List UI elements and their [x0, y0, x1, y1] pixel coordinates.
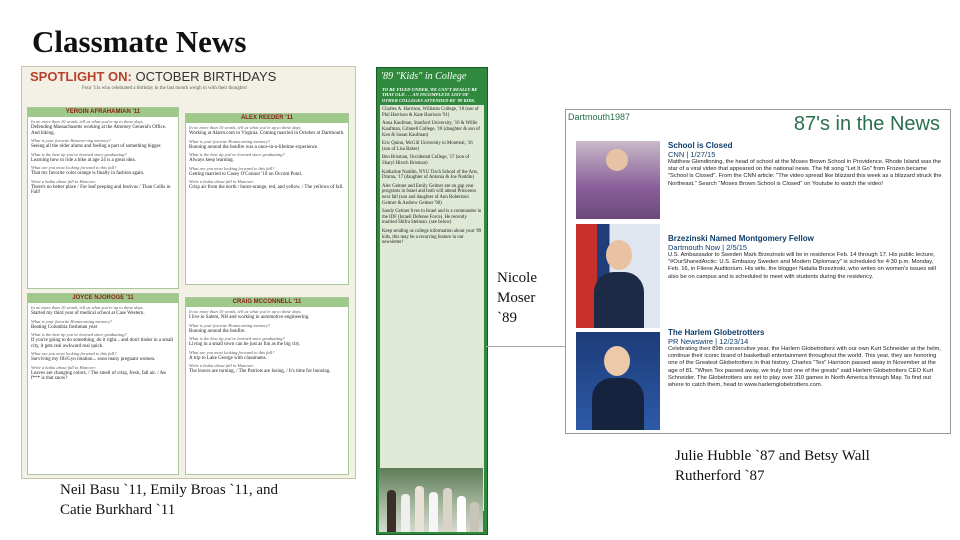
- profile-answer: Defending Massachusetts working at the Attorney General's Office. And biking.: [31, 125, 167, 136]
- profile-answer: Working at Alarm.com in Virginia. Coming married in October at Dartmouth.: [189, 131, 345, 136]
- profile-card: [185, 297, 349, 475]
- news-source: CNN | 1/27/15: [668, 150, 716, 159]
- face-shape: [606, 240, 632, 270]
- spotlight-subtitle: Four '11s who celebrated a birthday in the last month weigh in with their thoughts!: [82, 86, 248, 91]
- news-photo: [576, 141, 660, 219]
- news-item: [668, 328, 944, 389]
- profile-question: What is your favorite Homecoming memory?: [189, 138, 271, 144]
- news-headline: School is Closed: [668, 141, 733, 150]
- spotlight-heading-a: SPOTLIGHT ON:: [30, 69, 132, 84]
- profile-answer: Always keep learning.: [189, 158, 234, 163]
- profile-question: What is the best tip you've learned since graduating?: [189, 152, 285, 157]
- kids-intro: TO BE FILED UNDER, WE CAN'T REALLY BE THAT OLD . . . AN INCOMPLETE LIST OF OTHER COLLEGES ATTENDED BY '89 KIDS.: [382, 87, 478, 103]
- kids-list: [380, 105, 484, 511]
- face-shape: [606, 149, 628, 171]
- profile-answer: Leaves are changing colors, / The smell of crisp, fresh, fall air. / Aw f*** is that snow?: [31, 370, 167, 381]
- spotlight-heading: [30, 69, 276, 84]
- profile-question: In no more than 10 words, tell us what you're up to these days.: [31, 119, 144, 124]
- kids-entry: Sandy Geitner lives in Israel and is a commander in the IDF (Israeli Defense Force). He recently married Shifra Steiman. (see below): [382, 209, 482, 226]
- person-figure: [470, 502, 479, 532]
- news-clipping-image: [565, 109, 951, 434]
- news-body: Celebrating their 89th consecutive year, the Harlem Globetrotters with our own Kurt Schneider at the helm, continue their iconic brand of basketball entertainment throughout the world. This year, they are honoring one of the Greatest Globetrotters in that history. Charles "Tex" Harrison passed away in November at the age of 81. "When Tex passed away, we truly lost one of the greats" said Harlem Globetrotters CEO Kurt Schneider. The Globetrotters are set to play over 310 games in North America through May. To find out where to catch them, head to www.harlemglobetrotters.com.: [668, 346, 941, 389]
- profile-question: What is the best tip you've learned since graduating?: [189, 336, 285, 341]
- profile-answer: Running around the bonfire.: [189, 328, 246, 334]
- family-photo: [379, 468, 483, 532]
- news-source: PR Newswire | 12/23/14: [668, 337, 749, 346]
- kids-entry: Anna Kaufman, Stanford University, '16 & Willie Kaufman, Grinnell College, '18 (daughter & son of Ken & Susan Kaufman): [382, 121, 480, 138]
- spotlight-heading-b: OCTOBER BIRTHDAYS: [131, 69, 277, 84]
- suit-shape: [594, 272, 644, 328]
- profile-question: In no more than 10 words, tell us what you're up to these days.: [189, 125, 302, 130]
- profile-question: Write a haiku about fall in Hanover.: [189, 363, 254, 368]
- profile-name: CRAIG MCCONNELL '11: [186, 298, 348, 307]
- connector-line: [486, 346, 565, 347]
- person-figure: [401, 494, 410, 532]
- news-headline: The Harlem Globetrotters: [668, 328, 765, 337]
- profile-question: What is the best tip you've learned since graduating?: [31, 151, 127, 157]
- news-title: 87's in the News: [793, 113, 940, 135]
- profile-question: What are you most looking forward to this fall?: [31, 351, 117, 356]
- kids-entry: Eric Quinn, McGill University in Montreal, '16 (son of Lisa Baker): [382, 141, 473, 152]
- kids-entry: Ben Brisman, Occidental College, '17 (son of Sharyl Hirsch Brisman): [382, 155, 470, 166]
- profile-name: YERGIN AFRAHAMIAN '11: [28, 108, 178, 117]
- profile-question: Write a haiku about fall in Hanover.: [31, 178, 96, 184]
- profile-answer: Living in a small town can be just as fun as the big city.: [189, 342, 301, 347]
- profile-question: What are you most looking forward to this fall?: [189, 165, 275, 171]
- caption-right: Julie Hubble `87 and Betsy Wall Rutherford `87: [675, 448, 870, 484]
- news-brand: Dartmouth1987: [568, 112, 631, 122]
- face-shape: [604, 346, 630, 376]
- profile-answer: Running around the bonfire was a once-in-a-lifetime experience.: [189, 144, 319, 150]
- person-figure: [415, 486, 424, 532]
- profile-answer: A trip to Lake George with classmates.: [189, 355, 267, 361]
- kids-heading: '89 "Kids" in College: [381, 71, 467, 82]
- profile-name: JOYCE NJOROGE '11: [28, 294, 178, 303]
- profile-question: Write a haiku about fall in Hanover.: [31, 364, 96, 370]
- profile-question: What is the best tip you've learned since graduating?: [31, 332, 127, 337]
- profile-card: [185, 113, 349, 285]
- profile-question: Write a haiku about fall in Hanover.: [189, 179, 254, 184]
- kids-entry: Katharine Noddin, NYU Tisch School of the Arts, Drama, '17 (daughter of Antonia & Joe Noddin): [382, 169, 479, 181]
- news-item: [668, 234, 944, 281]
- profile-answer: Crisp air from the north / burnt-orange, red, and yellow. / The yellows of fall.: [189, 185, 344, 190]
- profile-answer: Started my third year of medical school at Case Western.: [31, 311, 145, 316]
- profile-question: In no more than 10 words, tell us what you're up to these days.: [189, 309, 302, 314]
- person-figure: [457, 496, 466, 532]
- profile-question: In no more than 10 words, tell us what you're up to these days.: [31, 305, 144, 310]
- profile-question: What are you most looking forward to this fall?: [189, 349, 275, 355]
- profile-card: [27, 107, 179, 289]
- news-item: [668, 141, 944, 188]
- kids-entry: Keep sending us college information about your '89 kids, this may be a recurring feature in our newsletter!: [382, 228, 482, 246]
- profile-answer: Learning how to ride a bike at age 24 is a great idea.: [31, 157, 136, 163]
- person-figure: [387, 490, 396, 532]
- kids-in-college-image: [376, 67, 488, 535]
- profile-answer: The leaves are turning, / The Patriots are losing, / It's time for boozing.: [189, 369, 331, 374]
- news-body: U.S. Ambassador to Sweden Mark Brzezinski will be in residence Feb. 14 through 17. His public lecture, "#OurSharedArctic: U.S. Embassy Sweden and Modern Diplomacy" is scheduled for 4:30 p.m. Monday, Feb. 16, in Filene Auditorium. His wife, the blogger Natalia Brzezinski, who writes on women's issues will also be on campus and is scheduled to meet with students during the residency.: [668, 252, 936, 280]
- news-photo: [576, 224, 660, 328]
- news-source: Dartmouth Now | 2/5/15: [668, 243, 748, 252]
- profile-answer: If you're going to do something, do it right... and don't tinder in a small city, it gets real awkward real quick.: [31, 338, 174, 349]
- kids-entry: Charles A. Harrison, Williams College, '18 (son of Phil Harrison & Kate Harrison '91): [382, 107, 479, 118]
- profile-question: What are you most looking forward to this fall?: [31, 165, 117, 170]
- profile-answer: Seeing all the older alums and feeling a part of something bigger.: [31, 144, 162, 149]
- profile-card: [27, 293, 179, 475]
- caption-left: Neil Basu `11, Emily Broas `11, and Catie Burkhard `11: [60, 482, 279, 518]
- profile-answer: Beating Columbia freshman year: [31, 324, 98, 330]
- profile-name: ALEX REEDER '11: [186, 114, 348, 123]
- news-photo: [576, 332, 660, 430]
- slide-title: Classmate News: [32, 24, 247, 59]
- news-body: Matthew Glendinning, the head of school at the Moses Brown School in Providence, Rhode Island was the star of a viral video that appeared on the national news. The hit song "Let It Go" from Frozen became "School is Closed". From the CNN article: "The video spread like blizzard this week as a blizzard struck the Northeast." Search "Moses Brown School is Closed" on Youtube to watch the video!: [668, 159, 942, 187]
- profile-answer: There's no better place / For leaf peeping and festivus / Than Collis in Fall!: [31, 184, 171, 195]
- profile-answer: Surviving my Ob/Gyn rotation... sooo many pregnant women.: [31, 357, 156, 362]
- suit-shape: [592, 378, 644, 430]
- profile-answer: Getting married to Casey O'Connor '10 on Occom Pond.: [189, 171, 303, 177]
- profile-answer: I live in Salem, NH and working in automotive engineering.: [189, 315, 310, 320]
- news-headline: Brzezinski Named Montgomery Fellow: [668, 234, 814, 243]
- person-figure: [429, 492, 438, 532]
- profile-question: What is your favorite Hanover-ing memory?: [31, 138, 112, 143]
- kids-entry: Alec Geitner and Emily Geitner are on gap year programs in Israel and both will attend Princeton next fall (son and daughter of Ann Robertson Geitner & Andrew Geitner '90): [382, 183, 476, 206]
- spotlight-newsletter-image: [21, 66, 356, 479]
- profile-question: What is your favorite Homecoming memory?: [31, 318, 113, 324]
- caption-middle: Nicole Moser `89: [497, 270, 537, 326]
- profile-answer: That my favorite color orange is finally in fashion again.: [31, 171, 145, 176]
- profile-question: What is your favorite Homecoming memory?: [189, 322, 271, 328]
- person-figure: [443, 488, 452, 532]
